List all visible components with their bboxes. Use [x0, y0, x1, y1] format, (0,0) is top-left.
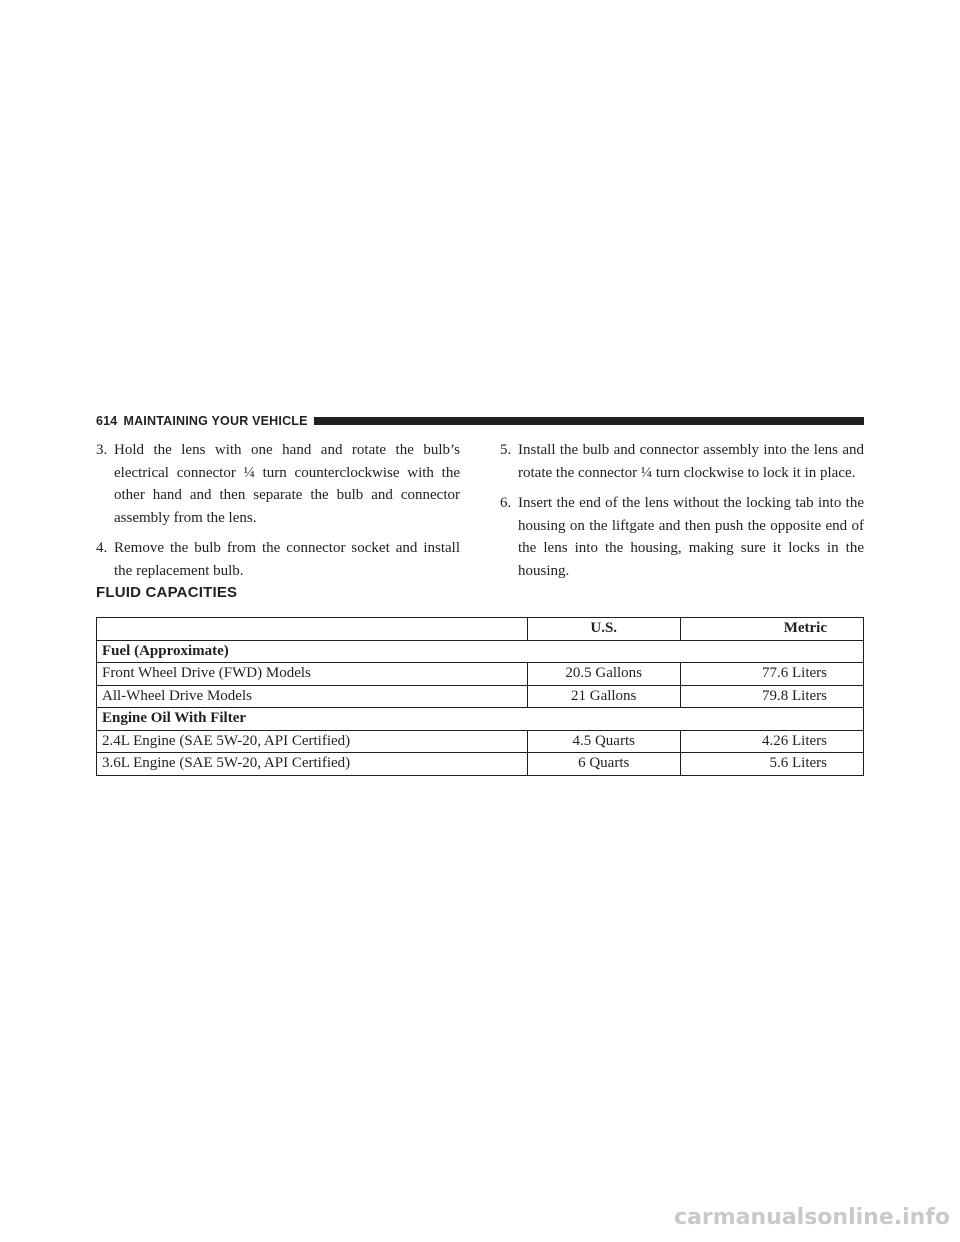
row-us-value: 6 Quarts	[527, 753, 680, 776]
header-cell-metric: Metric	[680, 618, 863, 641]
header-cell-us: U.S.	[527, 618, 680, 641]
watermark: carmanualsonline.info	[674, 1205, 950, 1230]
row-metric-value: 79.8 Liters	[680, 685, 863, 708]
row-us-value: 20.5 Gallons	[527, 663, 680, 686]
row-us-value: 21 Gallons	[527, 685, 680, 708]
table-group-row	[97, 708, 864, 731]
left-column	[96, 439, 460, 590]
header-rule	[314, 417, 864, 425]
table-group-row	[97, 640, 864, 663]
header-cell	[97, 618, 528, 641]
step-number: 4.	[96, 540, 108, 556]
step-number: 6.	[500, 495, 512, 511]
group-title: Fuel (Approximate)	[97, 640, 864, 663]
row-label: All-Wheel Drive Models	[97, 685, 528, 708]
step-text: Hold the lens with one hand and rotate the bulb’s electrical connector ¼ turn counterclockwise with the other hand and then separate the bulb and connector assembly from the lens.	[114, 442, 460, 526]
step-text: Remove the bulb from the connector socket and install the replacement bulb.	[114, 540, 460, 579]
step-number: 3.	[96, 442, 108, 458]
table-header-row	[97, 618, 864, 641]
step-number: 5.	[500, 442, 512, 458]
section-heading: FLUID CAPACITIES	[96, 584, 238, 601]
fluid-capacities-table	[96, 617, 864, 776]
table-row	[97, 663, 864, 686]
step-3	[96, 439, 460, 529]
step-5	[500, 439, 864, 484]
row-label: 2.4L Engine (SAE 5W-20, API Certified)	[97, 730, 528, 753]
row-label: 3.6L Engine (SAE 5W-20, API Certified)	[97, 753, 528, 776]
row-metric-value: 77.6 Liters	[680, 663, 863, 686]
row-metric-value: 5.6 Liters	[680, 753, 863, 776]
step-6	[500, 492, 864, 582]
row-metric-value: 4.26 Liters	[680, 730, 863, 753]
page-header	[96, 414, 864, 428]
step-text: Install the bulb and connector assembly into the lens and rotate the connector ¼ turn clockwise to lock it in place.	[518, 442, 864, 481]
group-title: Engine Oil With Filter	[97, 708, 864, 731]
row-label: Front Wheel Drive (FWD) Models	[97, 663, 528, 686]
row-us-value: 4.5 Quarts	[527, 730, 680, 753]
table-row	[97, 753, 864, 776]
chapter-title: MAINTAINING YOUR VEHICLE	[123, 414, 308, 428]
page-number: 614	[96, 414, 118, 428]
table-row	[97, 685, 864, 708]
step-4	[96, 537, 460, 582]
table-row	[97, 730, 864, 753]
right-column	[500, 439, 864, 590]
step-text: Insert the end of the lens without the locking tab into the housing on the liftgate and then push the opposite end of the lens into the housing, making sure it locks in the housing.	[518, 495, 864, 579]
